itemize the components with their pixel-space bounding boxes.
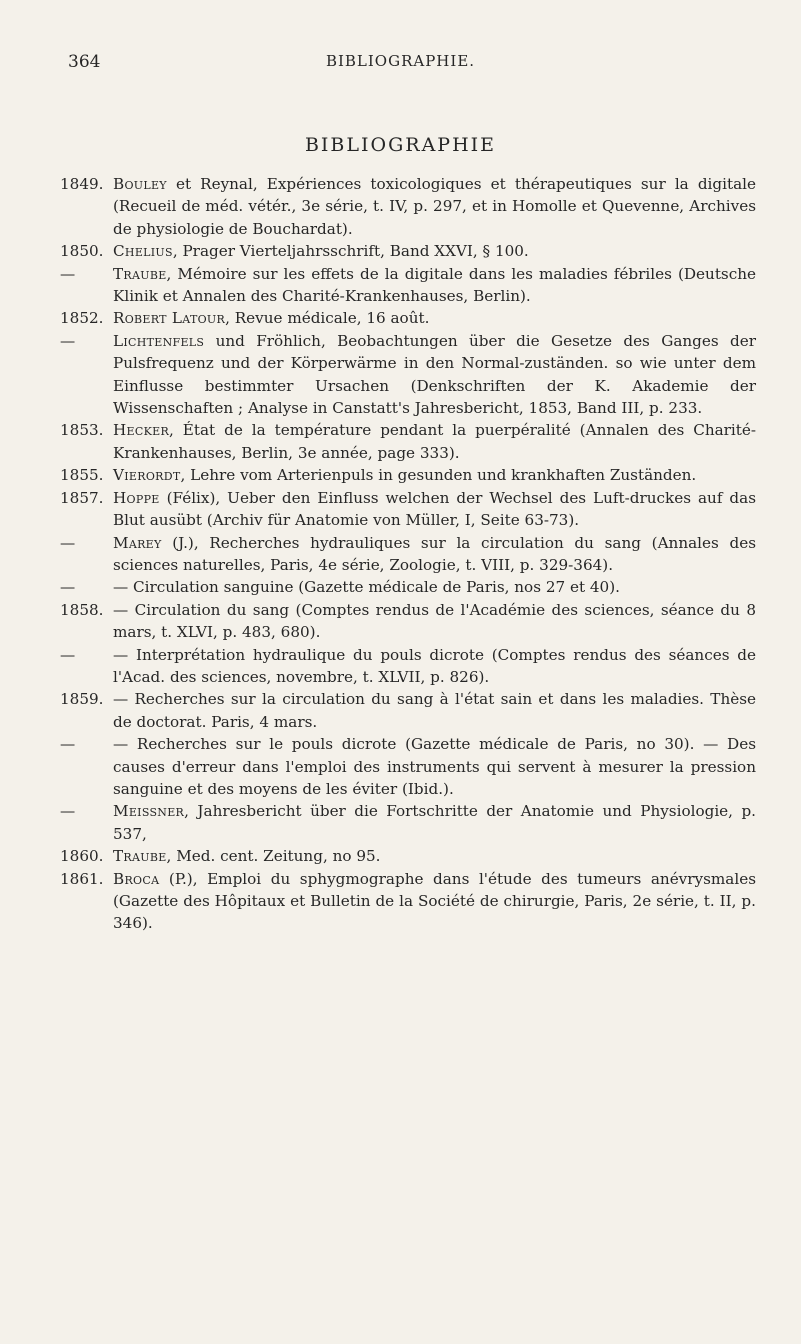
entry-body <box>113 688 760 733</box>
entry-body <box>113 532 760 577</box>
entry-body <box>113 845 760 867</box>
entry-text: , Mémoire sur les effets de la digitale dans les maladies fébriles (Deutsche Klinik et Annalen des Charité-Krankenhauses, Berlin). <box>113 264 756 306</box>
entry-body <box>113 419 760 464</box>
entry-text: — Circulation sanguine (Gazette médicale de Paris, nos 27 et 40). <box>113 578 620 597</box>
entry-text: , Revue médicale, 16 août. <box>225 309 430 328</box>
entry-year: 1850. <box>60 242 104 261</box>
running-title: BIBLIOGRAPHIE. <box>325 52 476 70</box>
entry-text: et Reynal, Expériences toxicologiques et thérapeutiques sur la digitale (Recueil de méd. vétér., 3e série, t. IV, p. 297, et in Homolle et Quevenne, Archives de physiologie de Bouchardat). <box>113 175 756 238</box>
entry-author: Traube <box>113 847 167 866</box>
entry-author: Chelius <box>113 242 173 261</box>
entry-year: — <box>60 264 76 283</box>
entry-body <box>113 868 760 935</box>
entry-body <box>113 644 760 689</box>
entry-body <box>113 263 760 308</box>
bibliography-entry <box>60 868 760 935</box>
entry-text: und Fröhlich, Beobachtungen über die Gesetze des Ganges der Pulsfrequenz und der Körperwärme in den Normal-zuständen. so wie unter dem Einflusse bestimmter Ursachen (Denkschriften der K. Akademie der Wissenschaften ; Analyse in Canstatt's Jahresbericht, 1853, Band III, p. 233. <box>113 331 756 418</box>
bibliography-entry <box>60 487 760 532</box>
page-number: 364 <box>68 52 101 72</box>
entry-body <box>113 800 760 845</box>
bibliography-entry <box>60 599 760 644</box>
entry-author: Hecker <box>113 421 170 440</box>
entry-body <box>113 330 760 420</box>
entry-year: 1859. <box>60 690 104 709</box>
entry-body <box>113 307 760 329</box>
entry-text: (Félix), Ueber den Einfluss welchen der Wechsel des Luft-druckes auf das Blut ausübt (Archiv für Anatomie von Müller, I, Seite 63-73). <box>113 488 756 530</box>
bibliography-entry <box>60 845 760 867</box>
entry-author: Meissner <box>113 802 185 821</box>
bibliography-entry <box>60 464 760 486</box>
entry-year: 1853. <box>60 421 104 440</box>
entry-text: , État de la température pendant la puerpéralité (Annalen des Charité-Krankenhauses, Berlin, 3e année, page 333). <box>113 421 756 462</box>
bibliography-entry <box>60 307 760 329</box>
entry-body <box>113 487 760 532</box>
bibliography-entry <box>60 173 760 240</box>
entry-year: — <box>60 802 76 821</box>
entry-body <box>113 464 760 486</box>
bibliography-entry <box>60 644 760 689</box>
bibliography-entry <box>60 576 760 598</box>
entry-text: — Interprétation hydraulique du pouls dicrote (Comptes rendus des séances de l'Acad. des sciences, novembre, t. XLVII, p. 826). <box>113 645 756 686</box>
entry-text: , Jahresbericht über die Fortschritte der Anatomie und Physiologie, p. 537, <box>113 802 756 843</box>
entry-body <box>113 240 760 262</box>
entry-body <box>113 599 760 644</box>
entry-year: 1858. <box>60 600 104 619</box>
entry-text: — Recherches sur le pouls dicrote (Gazette médicale de Paris, no 30). — Des causes d'erreur dans l'emploi des instruments qui servent à mesurer la pression sanguine et des moyens de les éviter (Ibid.). <box>113 735 756 798</box>
entry-author: Robert Latour <box>113 309 226 328</box>
entry-author: Hoppe <box>113 488 160 507</box>
entry-year: 1857. <box>60 488 104 507</box>
entry-body <box>113 576 760 598</box>
entry-year: 1849. <box>60 175 104 193</box>
entry-author: Vierordt <box>113 466 181 485</box>
entry-year: 1861. <box>60 869 104 888</box>
bibliography-entry <box>60 330 760 420</box>
entry-year: — <box>60 578 76 597</box>
entry-text: , Med. cent. Zeitung, no 95. <box>166 847 381 866</box>
bibliography-list <box>60 173 760 935</box>
entry-year: 1852. <box>60 309 104 328</box>
bibliography-entry <box>60 240 760 262</box>
running-header <box>60 52 741 78</box>
entry-year: 1855. <box>60 466 104 485</box>
entry-year: 1860. <box>60 847 104 866</box>
entry-author: Broca <box>113 869 160 888</box>
entry-text: , Prager Vierteljahrsschrift, Band XXVI, § 100. <box>172 242 529 261</box>
entry-author: Traube <box>113 264 167 283</box>
entry-author: Marey <box>113 533 162 552</box>
entry-text: — Recherches sur la circulation du sang à l'état sain et dans les maladies. Thèse de doctorat. Paris, 4 mars. <box>113 690 756 731</box>
entry-text: , Lehre vom Arterienpuls in gesunden und krankhaften Zuständen. <box>180 466 697 485</box>
entry-author: Bouley <box>113 175 167 193</box>
entry-text: (P.), Emploi du sphygmographe dans l'étude des tumeurs anévrysmales (Gazette des Hôpitaux et Bulletin de la Société de chirurgie, Paris, 2e série, t. II, p. 346). <box>113 869 756 933</box>
bibliography-entry <box>60 800 760 845</box>
entry-body <box>113 733 760 800</box>
bibliography-entry <box>60 688 760 733</box>
section-title: BIBLIOGRAPHIE <box>304 134 497 156</box>
entry-year: — <box>60 735 76 754</box>
entry-year: — <box>60 533 76 552</box>
entry-author: Lichtenfels <box>113 331 205 350</box>
bibliography-entry <box>60 263 760 308</box>
bibliography-entry <box>60 532 760 577</box>
entry-text: — Circulation du sang (Comptes rendus de l'Académie des sciences, séance du 8 mars, t. XLVI, p. 483, 680). <box>113 600 756 642</box>
entry-year: — <box>60 331 76 350</box>
bibliography-entry <box>60 419 760 464</box>
entry-year: — <box>60 645 76 664</box>
entry-text: (J.), Recherches hydrauliques sur la circulation du sang (Annales des sciences naturelles, Paris, 4e série, Zoologie, t. VIII, p. 329-364). <box>113 533 756 574</box>
entry-body <box>113 173 760 240</box>
bibliography-entry <box>60 733 760 800</box>
